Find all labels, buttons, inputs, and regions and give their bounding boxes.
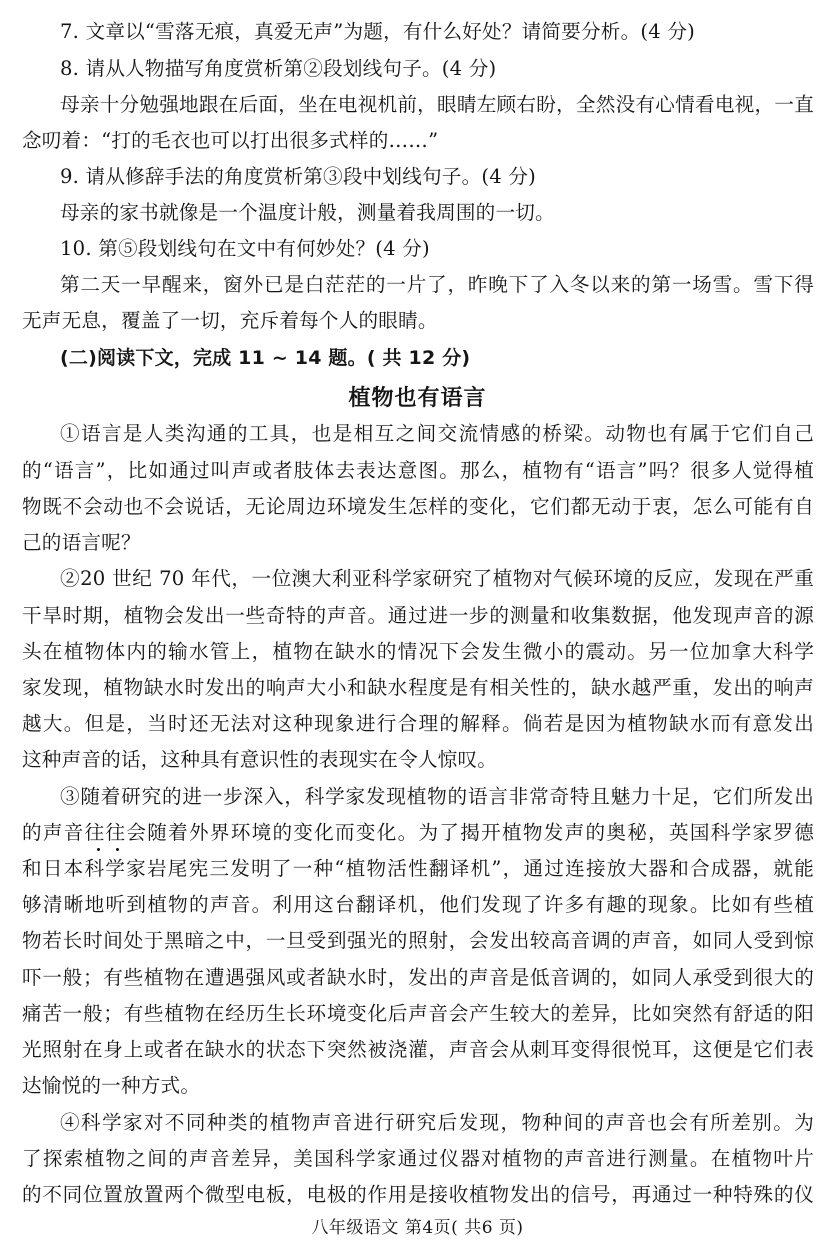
paragraph-3-line-7: 痛苦一般；有些植物在经历生长环境变化后声音会产生较大的差异，比如突然有舒适的阳 <box>22 1002 814 1025</box>
paragraph-1-line-3: 物既不会动也不会说话，无论周边环境发生怎样的变化，它们都无动于衷，怎么可能有自 <box>22 495 814 518</box>
question-10-quote-line-2: 无声无息，覆盖了一切，充斥着每个人的眼睛。 <box>22 309 438 332</box>
paragraph-2-line-6: 这种声音的话，这种具有意识性的表现实在令人惊叹。 <box>22 748 498 771</box>
paragraph-3-line-6: 吓一般；有些植物在遭遇强风或者缺水时，发出的声音是低音调的，如同人承受到很大的 <box>22 966 814 989</box>
paragraph-3-line-5: 物若长时间处于黑暗之中，一旦受到强光的照射，会发出较高音调的声音，如同人受到惊 <box>22 929 814 952</box>
paragraph-2-line-5: 越大。但是，当时还无法对这种现象进行合理的解释。倘若是因为植物缺水而有意发出 <box>22 712 814 735</box>
question-9: 9. 请从修辞手法的角度赏析第③段中划线句子。(4 分) <box>60 165 536 188</box>
paragraph-3-line-9: 达愉悦的一种方式。 <box>22 1074 201 1097</box>
paragraph-3-line-3: 和日本科学家岩尾宪三发明了一种“植物活性翻译机”，通过连接放大器和合成器，就能 <box>22 857 814 880</box>
emphasis-dot <box>116 848 119 851</box>
paragraph-3-line-2: 的声音往往会随着外界环境的变化而变化。为了揭开植物发声的奥秘，英国科学家罗德 <box>22 821 814 844</box>
paragraph-2-line-3: 头在植物体内的输水管上，植物在缺水的情况下会发生微小的震动。另一位加拿大科学 <box>22 640 814 663</box>
question-7: 7. 文章以“雪落无痕，真爱无声”为题，有什么好处？请简要分析。(4 分) <box>60 20 695 43</box>
section-2-heading: (二)阅读下文，完成 11 ~ 14 题。( 共 12 分) <box>60 347 471 369</box>
paragraph-4-line-2: 了探索植物之间的声音差异，美国科学家通过仪器对植物的声音进行测量。在植物叶片 <box>22 1147 814 1170</box>
paragraph-2-line-4: 家发现，植物缺水时发出的响声大小和缺水程度是有相关性的，缺水越严重，发出的响声 <box>22 676 814 699</box>
page-footer: 八年级语文 第4页( 共6 页) <box>311 1218 524 1238</box>
paragraph-3-line-1: ③随着研究的进一步深入，科学家发现植物的语言非常奇特且魅力十足，它们所发出 <box>60 785 814 808</box>
emphasis-dot <box>97 848 100 851</box>
paragraph-1-line-1: ①语言是人类沟通的工具，也是相互之间交流情感的桥梁。动物也有属于它们自己 <box>60 422 814 445</box>
paragraph-1-line-2: 的“语言”，比如通过叫声或者肢体去表达意图。那么，植物有“语言”吗？很多人觉得植 <box>22 459 814 482</box>
paragraph-4-line-1: ④科学家对不同种类的植物声音进行研究后发现，物种间的声音也会有所差别。为 <box>60 1111 814 1134</box>
paragraph-3-line-4: 够清晰地听到植物的声音。利用这台翻译机，他们发现了许多有趣的现象。比如有些植 <box>22 893 814 916</box>
paragraph-4-line-3: 的不同位置放置两个微型电板，电极的作用是接收植物发出的信号，再通过一种特殊的仪 <box>22 1183 814 1206</box>
paragraph-2-line-1: ②20 世纪 70 年代，一位澳大利亚科学家研究了植物对气候环境的反应，发现在严重 <box>60 567 814 590</box>
paragraph-3-line-8: 光照射在身上或者在缺水的状态下突然被浇灌，声音会从刺耳变得很悦耳，这便是它们表 <box>22 1038 814 1061</box>
question-10-quote-line-1: 第二天一早醒来，窗外已是白茫茫的一片了，昨晚下了入冬以来的第一场雪。雪下得 <box>60 273 814 296</box>
question-8: 8. 请从人物描写角度赏析第②段划线句子。(4 分) <box>60 57 497 80</box>
question-10: 10. 第⑤段划线句在文中有何妙处？(4 分) <box>60 237 430 260</box>
paragraph-1-line-4: 己的语言呢？ <box>22 531 141 554</box>
question-8-quote-line-2: 念叨着：“打的毛衣也可以打出很多式样的……” <box>22 129 439 152</box>
passage-title: 植物也有语言 <box>348 386 487 411</box>
question-9-quote: 母亲的家书就像是一个温度计般，测量着我周围的一切。 <box>60 201 555 224</box>
question-8-quote-line-1: 母亲十分勉强地跟在后面，坐在电视机前，眼睛左顾右盼，全然没有心情看电视，一直 <box>60 93 814 116</box>
paragraph-2-line-2: 干旱时期，植物会发出一些奇特的声音。通过进一步的测量和收集数据，他发现声音的源 <box>22 604 814 627</box>
